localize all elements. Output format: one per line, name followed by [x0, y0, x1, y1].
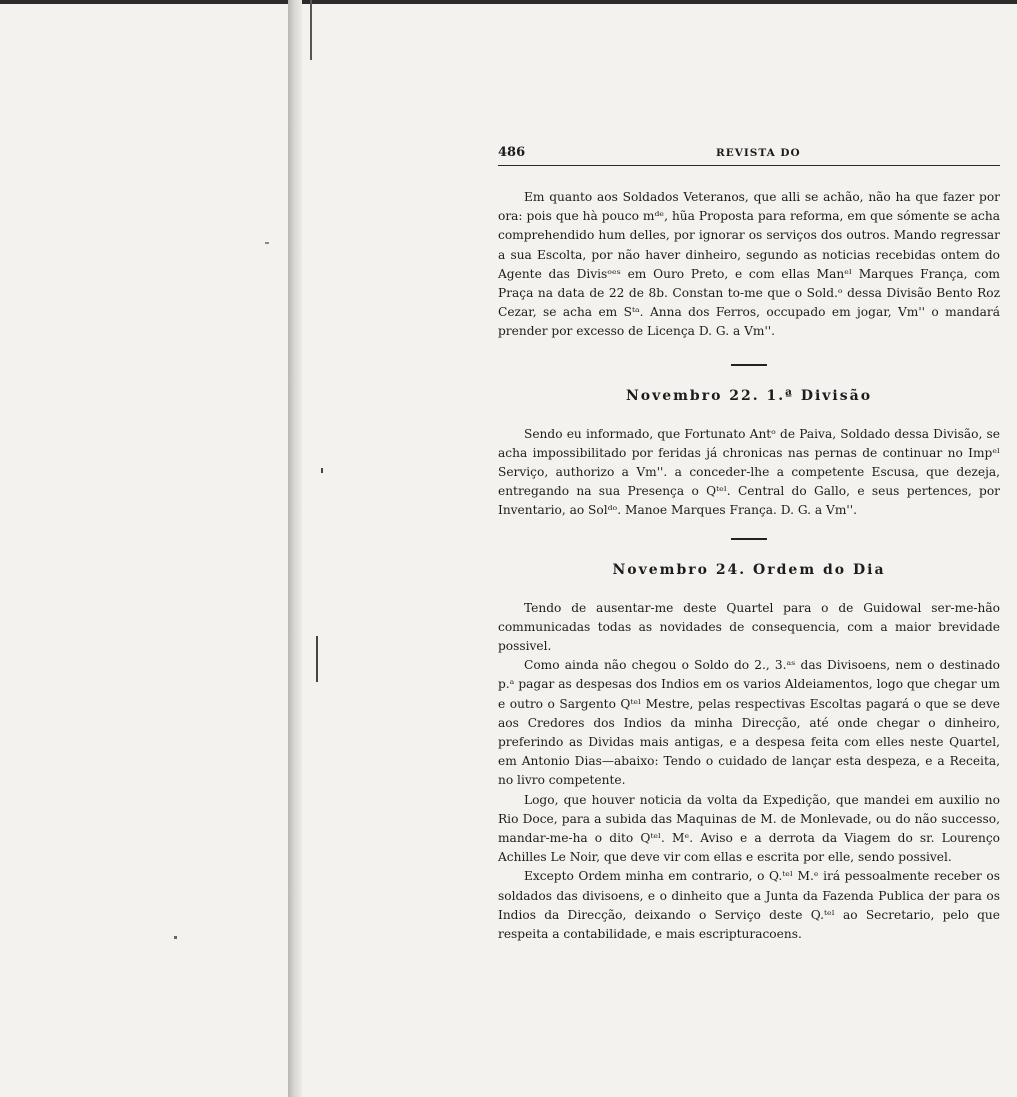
- page-number: 486: [498, 145, 526, 160]
- page-header: [498, 145, 1000, 166]
- margin-mark: [316, 636, 318, 682]
- book-spine-shadow: [288, 0, 302, 1097]
- spine-line: [310, 0, 312, 60]
- entry-heading: Novembro 22. 1.ª Divisão: [625, 387, 873, 404]
- book-page: [498, 145, 1000, 944]
- scan-top-edge: [0, 0, 1017, 4]
- entry-paragraph: Como ainda não chegou o Soldo do 2., 3.ᵃˢ das Divisoens, nem o destinado p.ᵃ pagar as despesas dos Indios em os varios Aldeiamentos, logo que chegar um e outro o Sargento Qᵗᵉˡ Mestre, pelas respectivas Escoltas pagará o que se deve aos Credores dos Indios da minha Direcção, até onde chegar o dinheiro, preferindo as Dividas mais antigas, e a despesa feita com elles neste Quartel, em Antonio Dias—abaixo: Tendo o cuidado de lançar esta despeza, e a Receita, no livro competente.: [498, 658, 1000, 788]
- margin-mark: [174, 936, 177, 939]
- section-separator: [731, 538, 767, 540]
- entry-paragraph: Logo, que houver noticia da volta da Expedição, que mandei em auxilio no Rio Doce, para a subida das Maquinas de M. de Monlevade, ou do não successo, mandar-me-ha o dito Qᵗᵉˡ. Mᵉ. Aviso e a derrota da Viagem do sr. Lourenço Achilles Le Noir, que deve vir com ellas e escrita por elle, sendo possivel.: [498, 792, 1000, 865]
- intro-paragraph: Em quanto aos Soldados Veteranos, que alli se achão, não ha que fazer por ora: pois que hà pouco mᵈᵉ, hũa Proposta para reforma, em que sómente se acha comprehendido hum delles, por ignorar os serviços dos outros. Mando regressar a sua Escolta, por não haver dinheiro, segundo as noticias recebidas ontem do Agente das Divisᵒᵉˢ em Ouro Preto, e com ellas Manᵉˡ Marques França, com Praça na data de 22 de 8b. Constan to-me que o Sold.ᵒ dessa Divisão Bento Roz Cezar, se acha em Sᵗᵃ. Anna dos Ferros, occupado em jogar, Vm'' o mandará prender por excesso de Licença D. G. a Vm''.: [498, 190, 1000, 339]
- entry-heading: Novembro 24. Ordem do Dia: [612, 561, 886, 578]
- margin-mark: [321, 468, 323, 473]
- margin-mark: [265, 242, 269, 244]
- section-separator: [731, 364, 767, 366]
- entry-paragraph: Tendo de ausentar-me deste Quartel para o de Guidowal ser-me-hão communicadas todas as novidades de consequencia, com a maior brevidade possivel.: [498, 600, 1000, 654]
- running-head: REVISTA DO: [716, 147, 801, 159]
- entry-paragraph: Excepto Ordem minha em contrario, o Q.ᵗᵉˡ M.ᵉ irá pessoalmente receber os soldados das divisoens, e o dinheito que a Junta da Fazenda Publica der para os Indios da Direcção, deixando o Serviço deste Q.ᵗᵉˡ ao Secretario, pelo que respeita a contabilidade, e mais escripturacoens.: [498, 869, 1000, 942]
- entry-paragraph: Sendo eu informado, que Fortunato Antᵒ de Paiva, Soldado dessa Divisão, se acha impossibilitado por feridas já chronicas nas pernas de continuar no Impᵉˡ Serviço, authorizo a Vm''. a conceder-lhe a competente Escusa, que dezeja, entregando na sua Presença o Qᵗᵉˡ. Central do Gallo, e seus pertences, por Inventario, ao Solᵈᵒ. Manoe Marques França. D. G. a Vm''.: [498, 426, 1000, 518]
